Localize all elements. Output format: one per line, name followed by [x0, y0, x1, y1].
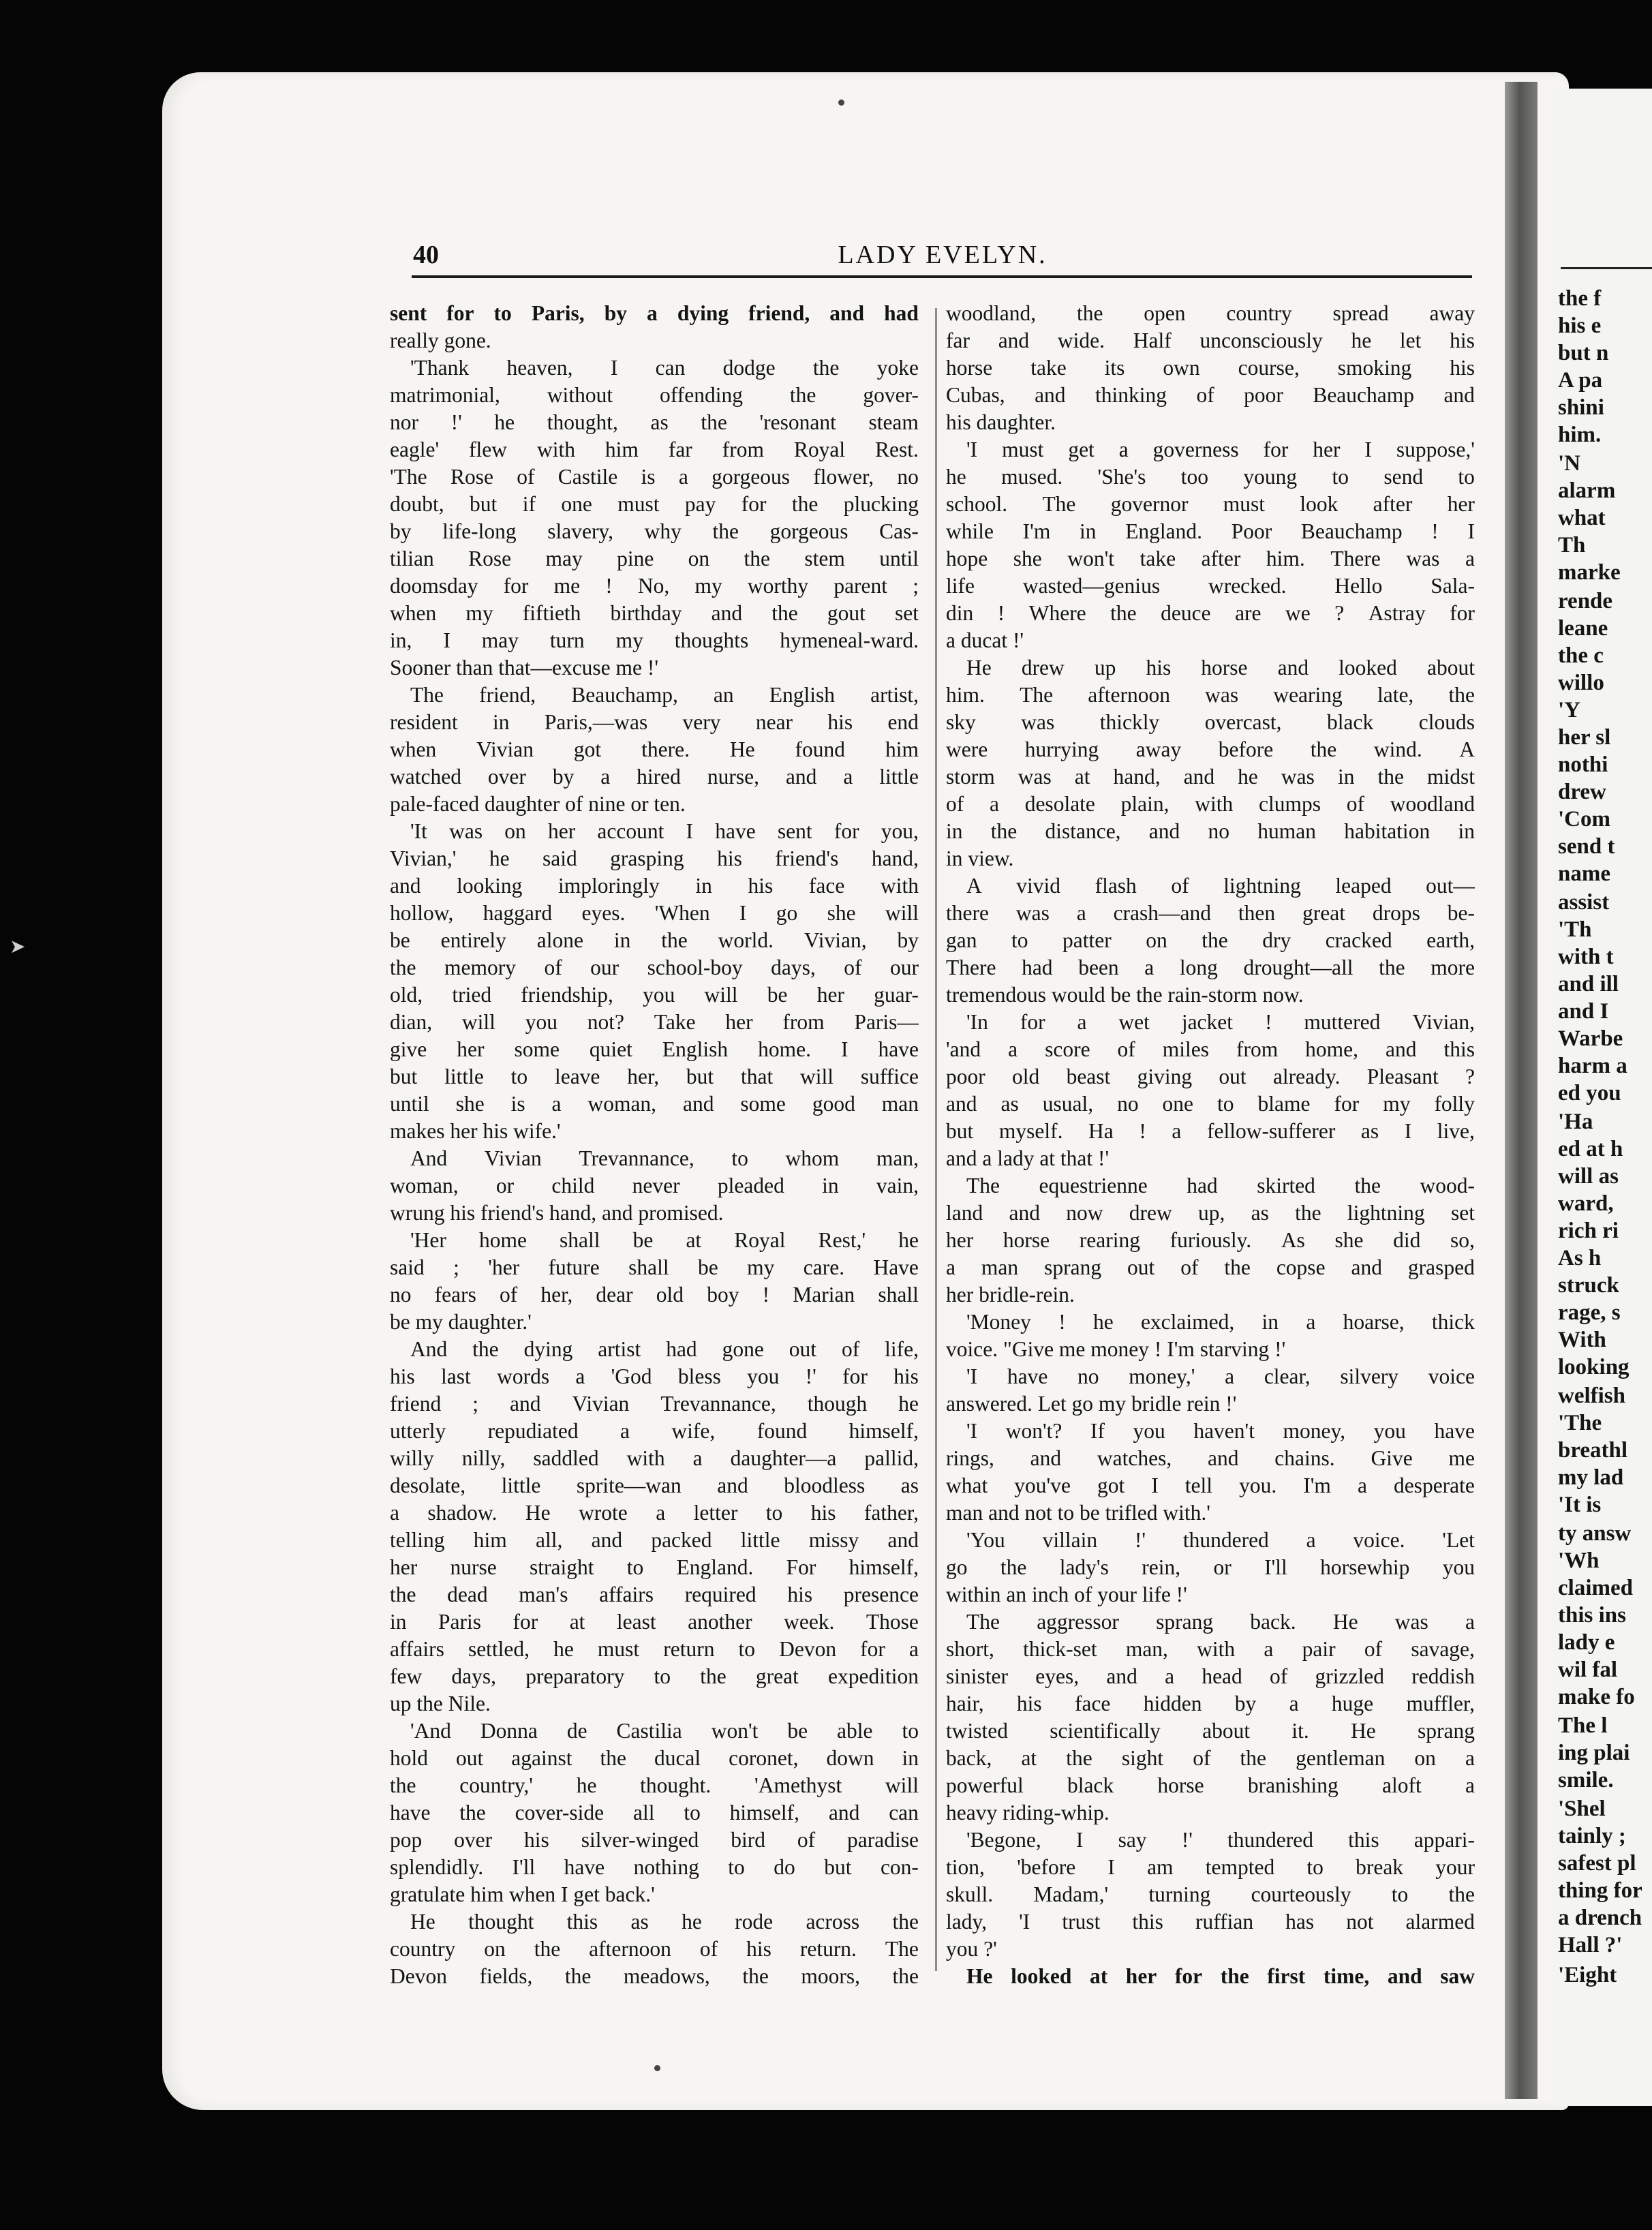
text-line: Devon fields, the meadows, the moors, the: [390, 1964, 919, 1988]
facing-page-line: will as: [1558, 1164, 1619, 1189]
text-line: splendidly. I'll have nothing to do but con-: [390, 1855, 919, 1879]
text-line: you ?': [946, 1937, 997, 1961]
text-line: tilian Rose may pine on the stem until: [390, 547, 919, 570]
text-line: pop over his silver-winged bird of paradise: [390, 1828, 919, 1852]
facing-page-line: her sl: [1558, 725, 1611, 750]
facing-page-line: rich ri: [1558, 1219, 1619, 1243]
text-line: nor !' he thought, as the 'resonant steam: [390, 410, 919, 434]
text-line: sinister eyes, and a head of grizzled reddish: [946, 1664, 1475, 1688]
facing-page-line: A pa: [1558, 368, 1603, 393]
scan-speck: [654, 2065, 660, 2071]
text-line: the dead man's affairs required his presence: [390, 1583, 919, 1606]
text-line: skull. Madam,' turning courteously to the: [946, 1882, 1475, 1906]
text-line: desolate, little sprite—wan and bloodless as: [390, 1473, 919, 1497]
text-line: by life-long slavery, why the gorgeous Cas-: [390, 519, 919, 543]
text-line: horse take its own course, smoking his: [946, 356, 1475, 380]
text-line: when my fiftieth birthday and the gout set: [390, 601, 919, 625]
text-column-left: [390, 300, 919, 1990]
facing-page-line: ing plai: [1558, 1741, 1630, 1765]
text-line: hold out against the ducal coronet, down in: [390, 1746, 919, 1770]
text-line: There had been a long drought—all the more: [946, 956, 1475, 979]
facing-page-line: 'Com: [1558, 807, 1610, 831]
text-line: 'It was on her account I have sent for you,: [410, 819, 919, 843]
facing-page-line: lady e: [1558, 1630, 1615, 1655]
text-line: pale-faced daughter of nine or ten.: [390, 792, 686, 816]
text-line: be entirely alone in the world. Vivian, by: [390, 928, 919, 952]
text-line: answered. Let go my bridle rein !': [946, 1392, 1237, 1416]
facing-page-line: smile.: [1558, 1768, 1614, 1792]
text-line: the memory of our school-boy days, of our: [390, 956, 919, 979]
text-line: few days, preparatory to the great expedition: [390, 1664, 919, 1688]
text-line: her horse rearing furiously. As she did so,: [946, 1228, 1475, 1252]
facing-page-line: rende: [1558, 589, 1613, 613]
text-line: The aggressor sprang back. He was a: [966, 1610, 1475, 1634]
text-line: be my daughter.': [390, 1310, 532, 1334]
text-line: And the dying artist had gone out of life,: [410, 1337, 919, 1361]
facing-page-line: Warbe: [1558, 1026, 1623, 1051]
facing-page-line: assist: [1558, 890, 1610, 915]
text-line: 'The Rose of Castile is a gorgeous flower, no: [390, 465, 919, 489]
text-line: the country,' he thought. 'Amethyst will: [390, 1773, 919, 1797]
text-line: were hurrying away before the wind. A: [946, 737, 1475, 761]
text-line: 'I won't? If you haven't money, you have: [966, 1419, 1475, 1443]
text-line: 'I have no money,' a clear, silvery voice: [966, 1364, 1475, 1388]
facing-page-line: and ill: [1558, 972, 1619, 996]
text-line: in view.: [946, 846, 1014, 870]
text-line: woodland, the open country spread away: [946, 301, 1475, 325]
text-line: affairs settled, he must return to Devon for a: [390, 1637, 919, 1661]
text-line: he mused. 'She's too young to send to: [946, 465, 1475, 489]
text-line: but little to leave her, but that will suffice: [390, 1065, 919, 1088]
text-line: 'Begone, I say !' thundered this appari-: [966, 1828, 1475, 1852]
text-line: when Vivian got there. He found him: [390, 737, 919, 761]
text-line: hollow, haggard eyes. 'When I go she will: [390, 901, 919, 925]
text-line: of a desolate plain, with clumps of woodland: [946, 792, 1475, 816]
text-line: in, I may turn my thoughts hymeneal-ward.: [390, 628, 919, 652]
column-divider: [935, 308, 937, 1971]
text-line: said ; 'her future shall be my care. Have: [390, 1255, 919, 1279]
facing-page-line: ward,: [1558, 1191, 1614, 1216]
text-line: man and not to be trifled with.': [946, 1501, 1210, 1525]
text-line: land and now drew up, as the lightning set: [946, 1201, 1475, 1225]
facing-page-rule: [1561, 267, 1652, 269]
facing-page-line: send t: [1558, 834, 1615, 859]
text-line: willy nilly, saddled with a daughter—a pallid,: [390, 1446, 919, 1470]
text-line: give her some quiet English home. I have: [390, 1037, 919, 1061]
text-line: eagle' flew with him far from Royal Rest.: [390, 438, 919, 461]
text-line: powerful black horse branishing aloft a: [946, 1773, 1475, 1797]
text-line: a shadow. He wrote a letter to his father,: [390, 1501, 919, 1525]
facing-page-line: The l: [1558, 1713, 1608, 1738]
facing-page-line: my lad: [1558, 1465, 1624, 1490]
text-line: his daughter.: [946, 410, 1056, 434]
page-header: [413, 240, 1472, 271]
text-line: her nurse straight to England. For himself,: [390, 1555, 919, 1579]
facing-page-line: with t: [1558, 945, 1614, 969]
facing-page-line: 'Shel: [1558, 1797, 1606, 1821]
facing-page-line: but n: [1558, 341, 1609, 365]
text-line: 'Money ! he exclaimed, in a hoarse, thick: [966, 1310, 1475, 1334]
facing-page-line: marke: [1558, 560, 1621, 585]
page-number: 40: [413, 241, 439, 269]
text-line: old, tried friendship, you will be her guar-: [390, 983, 919, 1007]
facing-page-line: and I: [1558, 999, 1609, 1024]
text-line: makes her his wife.': [390, 1119, 561, 1143]
facing-page-line: 'It is: [1558, 1493, 1602, 1517]
facing-page-line: rage, s: [1558, 1300, 1621, 1325]
running-title: LADY EVELYN.: [838, 241, 1047, 269]
text-line: until she is a woman, and some good man: [390, 1092, 919, 1116]
facing-page-line: leane: [1558, 616, 1608, 641]
text-line: 'and a score of miles from home, and this: [946, 1037, 1475, 1061]
text-line: while I'm in England. Poor Beauchamp ! I: [946, 519, 1475, 543]
text-line: a ducat !': [946, 628, 1024, 652]
text-line: school. The governor must look after her: [946, 492, 1475, 516]
text-line: tion, 'before I am tempted to break your: [946, 1855, 1475, 1879]
text-line: 'Her home shall be at Royal Rest,' he: [410, 1228, 919, 1252]
facing-page-line: safest pl: [1558, 1851, 1636, 1876]
text-line: Sooner than that—excuse me !': [390, 656, 659, 679]
text-line: back, at the sight of the gentleman on a: [946, 1746, 1475, 1770]
facing-page-line: tainly ;: [1558, 1824, 1626, 1848]
text-line: dian, will you not? Take her from Paris—: [390, 1010, 919, 1034]
facing-page-line: Hall ?': [1558, 1933, 1623, 1957]
text-line: 'I must get a governess for her I suppose,': [966, 438, 1475, 461]
book-gutter: [1505, 82, 1538, 2099]
facing-page-line: claimed: [1558, 1576, 1633, 1600]
text-line: resident in Paris,—was very near his end: [390, 710, 919, 734]
text-line: a man sprang out of the copse and grasped: [946, 1255, 1475, 1279]
text-line: watched over by a hired nurse, and a little: [390, 765, 919, 789]
text-line: in Paris for at least another week. Those: [390, 1610, 919, 1634]
facing-page-line: make fo: [1558, 1685, 1635, 1709]
facing-page-line: welfish: [1558, 1384, 1625, 1408]
text-line: friend ; and Vivian Trevannance, though he: [390, 1392, 919, 1416]
text-line: and looking imploringly in his face with: [390, 874, 919, 898]
text-line: hope she won't take after him. There was a: [946, 547, 1475, 570]
text-line: far and wide. Half unconsciously he let his: [946, 329, 1475, 352]
facing-page-line: what: [1558, 506, 1606, 530]
facing-page-line: looking: [1558, 1355, 1630, 1379]
facing-page-line: 'N: [1558, 451, 1580, 476]
text-line: doomsday for me ! No, my worthy parent ;: [390, 574, 919, 598]
facing-page-line: 'Th: [1558, 917, 1592, 942]
text-line: sent for to Paris, by a dying friend, and had: [390, 301, 919, 325]
facing-page-line: a drench: [1558, 1906, 1642, 1930]
text-line: what you've got I tell you. I'm a desperate: [946, 1473, 1475, 1497]
facing-page-line: breathl: [1558, 1438, 1628, 1463]
text-line: voice. "Give me money ! I'm starving !': [946, 1337, 1286, 1361]
facing-page-line: ed you: [1558, 1081, 1621, 1105]
text-line: his last words a 'God bless you !' for his: [390, 1364, 919, 1388]
text-line: life wasted—genius wrecked. Hello Sala-: [946, 574, 1475, 598]
facing-page-line: nothi: [1558, 752, 1608, 777]
text-line: storm was at hand, and he was in the midst: [946, 765, 1475, 789]
text-line: short, thick-set man, with a pair of savage,: [946, 1637, 1475, 1661]
text-line: matrimonial, without offending the gover-: [390, 383, 919, 407]
text-line: no fears of her, dear old boy ! Marian shall: [390, 1283, 919, 1307]
text-line: doubt, but if one must pay for the plucking: [390, 492, 919, 516]
text-line: but myself. Ha ! a fellow-sufferer as I live,: [946, 1119, 1475, 1143]
text-line: He thought this as he rode across the: [410, 1910, 919, 1934]
text-line: go the lady's rein, or I'll horsewhip you: [946, 1555, 1475, 1579]
facing-page-line: the c: [1558, 643, 1604, 668]
text-line: A vivid flash of lightning leaped out—: [966, 874, 1475, 898]
text-line: her bridle-rein.: [946, 1283, 1075, 1307]
facing-page-line: him.: [1558, 423, 1602, 447]
facing-page-line: this ins: [1558, 1603, 1626, 1628]
facing-page-line: Th: [1558, 533, 1586, 558]
text-line: telling him all, and packed little missy and: [390, 1528, 919, 1552]
facing-page-line: 'The: [1558, 1411, 1602, 1435]
scan-speck: [838, 100, 844, 106]
text-line: and a lady at that !': [946, 1146, 1110, 1170]
facing-page: [1552, 89, 1652, 2106]
scan-mark-icon: ➤: [10, 936, 26, 958]
facing-page-line: With: [1558, 1328, 1606, 1352]
facing-page-line: 'Ha: [1558, 1110, 1593, 1134]
text-line: woman, or child never pleaded in vain,: [390, 1174, 919, 1197]
facing-page-line: the f: [1558, 286, 1602, 311]
text-line: 'In for a wet jacket ! muttered Vivian,: [966, 1010, 1475, 1034]
text-line: heavy riding-whip.: [946, 1801, 1110, 1824]
text-line: hair, his face hidden by a huge muffler,: [946, 1692, 1475, 1715]
text-line: din ! Where the deuce are we ? Astray for: [946, 601, 1475, 625]
text-line: twisted scientifically about it. He sprang: [946, 1719, 1475, 1743]
text-line: really gone.: [390, 329, 491, 352]
text-line: wrung his friend's hand, and promised.: [390, 1201, 724, 1225]
text-line: Vivian,' he said grasping his friend's hand,: [390, 846, 919, 870]
text-line: Cubas, and thinking of poor Beauchamp and: [946, 383, 1475, 407]
text-line: up the Nile.: [390, 1692, 491, 1715]
facing-page-line: struck: [1558, 1273, 1619, 1298]
text-line: tremendous would be the rain-storm now.: [946, 983, 1304, 1007]
text-line: sky was thickly overcast, black clouds: [946, 710, 1475, 734]
text-line: 'You villain !' thundered a voice. 'Let: [966, 1528, 1475, 1552]
facing-page-line: wil fal: [1558, 1658, 1618, 1682]
facing-page-line: 'Y: [1558, 698, 1580, 722]
text-line: utterly repudiated a wife, found himself,: [390, 1419, 919, 1443]
facing-page-line: shini: [1558, 395, 1604, 420]
text-line: 'And Donna de Castilia won't be able to: [410, 1719, 919, 1743]
text-line: have the cover-side all to himself, and can: [390, 1801, 919, 1824]
facing-page-line: As h: [1558, 1246, 1602, 1270]
facing-page-line: willo: [1558, 671, 1604, 695]
text-line: country on the afternoon of his return. The: [390, 1937, 919, 1961]
text-line: The friend, Beauchamp, an English artist,: [410, 683, 919, 707]
facing-page-line: ed at h: [1558, 1137, 1623, 1161]
facing-page-line: ty answ: [1558, 1521, 1632, 1546]
text-line: gratulate him when I get back.': [390, 1882, 655, 1906]
facing-page-line: alarm: [1558, 478, 1616, 503]
text-line: lady, 'I trust this ruffian has not alarmed: [946, 1910, 1475, 1934]
facing-page-line: 'Wh: [1558, 1548, 1600, 1573]
text-line: The equestrienne had skirted the wood-: [966, 1174, 1475, 1197]
facing-page-line: name: [1558, 861, 1610, 886]
text-line: in the distance, and no human habitation in: [946, 819, 1475, 843]
text-line: poor old beast giving out already. Pleasant ?: [946, 1065, 1475, 1088]
header-rule: [412, 275, 1472, 278]
text-column-right: [946, 300, 1475, 1990]
text-line: and as usual, no one to blame for my folly: [946, 1092, 1475, 1116]
text-line: there was a crash—and then great drops be-: [946, 901, 1475, 925]
text-line: within an inch of your life !': [946, 1583, 1187, 1606]
text-line: He looked at her for the first time, and saw: [966, 1964, 1475, 1988]
facing-page-line: 'Eight: [1558, 1963, 1617, 1987]
facing-page-line: harm a: [1558, 1054, 1627, 1078]
text-line: And Vivian Trevannance, to whom man,: [410, 1146, 919, 1170]
facing-page-line: drew: [1558, 780, 1606, 804]
text-line: He drew up his horse and looked about: [966, 656, 1475, 679]
text-line: him. The afternoon was wearing late, the: [946, 683, 1475, 707]
text-line: rings, and watches, and chains. Give me: [946, 1446, 1475, 1470]
text-line: gan to patter on the dry cracked earth,: [946, 928, 1475, 952]
facing-page-line: thing for: [1558, 1878, 1642, 1903]
facing-page-line: his e: [1558, 314, 1602, 338]
text-line: 'Thank heaven, I can dodge the yoke: [410, 356, 919, 380]
